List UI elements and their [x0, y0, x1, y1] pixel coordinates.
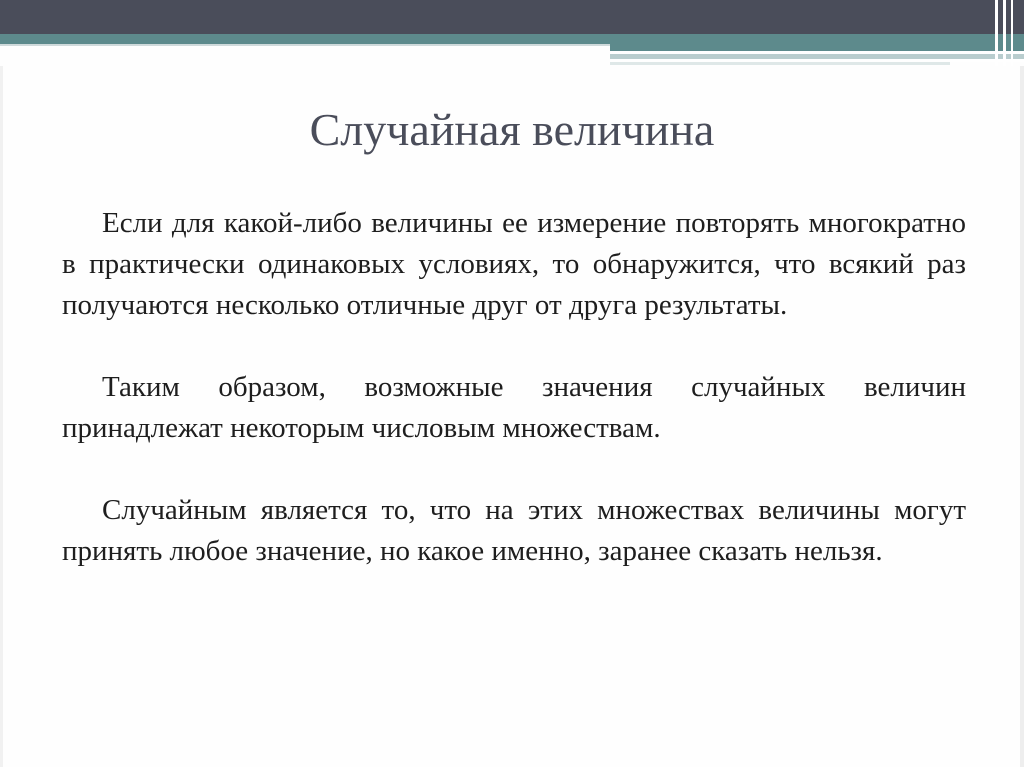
header-band-teal-right	[610, 44, 1024, 51]
header-vertical-stripe	[1003, 0, 1006, 66]
header-vertical-stripe	[1011, 0, 1013, 66]
body-paragraph: Случайным является то, что на этих множествах величины могут принять любое значение, но какое именно, заранее сказать нельзя.	[62, 494, 966, 567]
body-paragraph: Если для какой-либо величины ее измерение повторять многократно в практически одинаковых условиях, то обнаружится, что всякий раз получаются несколько отличные друг от друга результаты.	[62, 207, 966, 321]
header-band-dark	[0, 0, 1024, 34]
body-paragraph: Таким образом, возможные значения случайных величин принадлежат некоторым числовым множествам.	[62, 371, 966, 444]
slide-left-edge	[0, 66, 3, 767]
slide-title: Случайная величина	[309, 104, 715, 155]
header-band-pale-2	[610, 62, 950, 65]
header-band-teal	[0, 34, 1024, 44]
slide-right-edge	[1020, 66, 1024, 767]
slide-body	[62, 203, 966, 613]
header-vertical-stripe	[995, 0, 998, 66]
